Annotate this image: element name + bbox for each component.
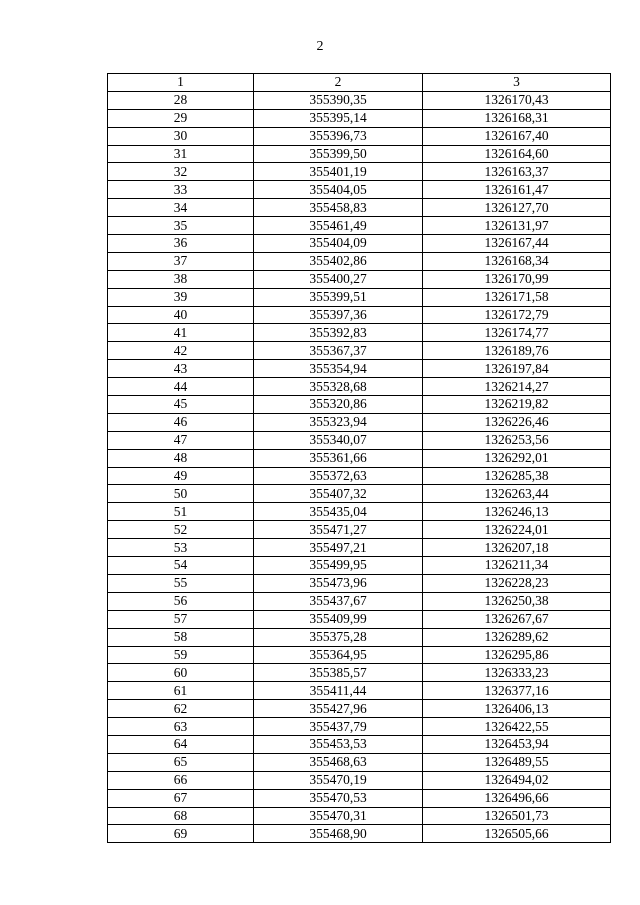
- cell-y-coordinate: 1326219,82: [423, 396, 611, 414]
- cell-y-coordinate: 1326422,55: [423, 718, 611, 736]
- table-row: [108, 467, 611, 485]
- table-row: [108, 145, 611, 163]
- cell-y-coordinate: 1326214,27: [423, 378, 611, 396]
- cell-point-number: 35: [108, 217, 254, 235]
- table-row: [108, 360, 611, 378]
- cell-point-number: 28: [108, 91, 254, 109]
- cell-y-coordinate: 1326174,77: [423, 324, 611, 342]
- table-row: [108, 449, 611, 467]
- table-row: [108, 628, 611, 646]
- cell-x-coordinate: 355396,73: [254, 127, 423, 145]
- cell-y-coordinate: 1326131,97: [423, 217, 611, 235]
- cell-y-coordinate: 1326189,76: [423, 342, 611, 360]
- cell-point-number: 68: [108, 807, 254, 825]
- cell-x-coordinate: 355499,95: [254, 557, 423, 575]
- cell-point-number: 52: [108, 521, 254, 539]
- cell-x-coordinate: 355364,95: [254, 646, 423, 664]
- cell-x-coordinate: 355404,09: [254, 235, 423, 253]
- table-row: [108, 235, 611, 253]
- table-row: [108, 574, 611, 592]
- cell-x-coordinate: 355372,63: [254, 467, 423, 485]
- table-row: [108, 771, 611, 789]
- cell-y-coordinate: 1326167,40: [423, 127, 611, 145]
- cell-x-coordinate: 355470,31: [254, 807, 423, 825]
- table-row: [108, 270, 611, 288]
- cell-x-coordinate: 355323,94: [254, 413, 423, 431]
- cell-point-number: 32: [108, 163, 254, 181]
- cell-point-number: 62: [108, 700, 254, 718]
- table-row: [108, 592, 611, 610]
- table-row: [108, 252, 611, 270]
- cell-x-coordinate: 355437,79: [254, 718, 423, 736]
- table-row: [108, 431, 611, 449]
- cell-y-coordinate: 1326494,02: [423, 771, 611, 789]
- column-header-y: 3: [423, 74, 611, 92]
- cell-y-coordinate: 1326377,16: [423, 682, 611, 700]
- cell-y-coordinate: 1326496,66: [423, 789, 611, 807]
- cell-x-coordinate: 355435,04: [254, 503, 423, 521]
- cell-x-coordinate: 355468,90: [254, 825, 423, 843]
- table-row: [108, 539, 611, 557]
- cell-point-number: 55: [108, 574, 254, 592]
- cell-x-coordinate: 355409,99: [254, 610, 423, 628]
- cell-point-number: 47: [108, 431, 254, 449]
- column-header-x: 2: [254, 74, 423, 92]
- cell-point-number: 65: [108, 753, 254, 771]
- cell-x-coordinate: 355407,32: [254, 485, 423, 503]
- cell-x-coordinate: 355354,94: [254, 360, 423, 378]
- cell-x-coordinate: 355361,66: [254, 449, 423, 467]
- cell-point-number: 39: [108, 288, 254, 306]
- cell-point-number: 59: [108, 646, 254, 664]
- table-row: [108, 825, 611, 843]
- cell-point-number: 60: [108, 664, 254, 682]
- cell-y-coordinate: 1326505,66: [423, 825, 611, 843]
- cell-y-coordinate: 1326285,38: [423, 467, 611, 485]
- cell-y-coordinate: 1326167,44: [423, 235, 611, 253]
- cell-x-coordinate: 355340,07: [254, 431, 423, 449]
- cell-point-number: 58: [108, 628, 254, 646]
- cell-x-coordinate: 355470,53: [254, 789, 423, 807]
- table-row: [108, 163, 611, 181]
- cell-y-coordinate: 1326127,70: [423, 199, 611, 217]
- table-row: [108, 646, 611, 664]
- cell-point-number: 34: [108, 199, 254, 217]
- cell-x-coordinate: 355385,57: [254, 664, 423, 682]
- cell-y-coordinate: 1326406,13: [423, 700, 611, 718]
- cell-y-coordinate: 1326172,79: [423, 306, 611, 324]
- cell-x-coordinate: 355400,27: [254, 270, 423, 288]
- cell-x-coordinate: 355395,14: [254, 109, 423, 127]
- cell-x-coordinate: 355470,19: [254, 771, 423, 789]
- cell-x-coordinate: 355473,96: [254, 574, 423, 592]
- cell-y-coordinate: 1326211,34: [423, 557, 611, 575]
- table-row: [108, 503, 611, 521]
- table-row: [108, 324, 611, 342]
- table-row: [108, 753, 611, 771]
- cell-x-coordinate: 355375,28: [254, 628, 423, 646]
- cell-point-number: 46: [108, 413, 254, 431]
- cell-y-coordinate: 1326163,37: [423, 163, 611, 181]
- table-row: [108, 109, 611, 127]
- cell-y-coordinate: 1326170,99: [423, 270, 611, 288]
- cell-y-coordinate: 1326253,56: [423, 431, 611, 449]
- cell-point-number: 69: [108, 825, 254, 843]
- cell-x-coordinate: 355392,83: [254, 324, 423, 342]
- cell-y-coordinate: 1326453,94: [423, 735, 611, 753]
- cell-y-coordinate: 1326267,67: [423, 610, 611, 628]
- cell-x-coordinate: 355401,19: [254, 163, 423, 181]
- cell-y-coordinate: 1326246,13: [423, 503, 611, 521]
- table-body: [108, 91, 611, 842]
- table-row: [108, 664, 611, 682]
- cell-x-coordinate: 355399,51: [254, 288, 423, 306]
- cell-point-number: 31: [108, 145, 254, 163]
- cell-x-coordinate: 355437,67: [254, 592, 423, 610]
- cell-point-number: 50: [108, 485, 254, 503]
- cell-y-coordinate: 1326168,31: [423, 109, 611, 127]
- table-row: [108, 718, 611, 736]
- cell-y-coordinate: 1326263,44: [423, 485, 611, 503]
- table-row: [108, 127, 611, 145]
- cell-x-coordinate: 355320,86: [254, 396, 423, 414]
- cell-y-coordinate: 1326292,01: [423, 449, 611, 467]
- cell-point-number: 44: [108, 378, 254, 396]
- table-row: [108, 521, 611, 539]
- cell-x-coordinate: 355453,53: [254, 735, 423, 753]
- cell-y-coordinate: 1326170,43: [423, 91, 611, 109]
- cell-point-number: 45: [108, 396, 254, 414]
- cell-point-number: 66: [108, 771, 254, 789]
- table-row: [108, 557, 611, 575]
- table-row: [108, 288, 611, 306]
- cell-y-coordinate: 1326489,55: [423, 753, 611, 771]
- cell-point-number: 42: [108, 342, 254, 360]
- column-header-point: 1: [108, 74, 254, 92]
- cell-y-coordinate: 1326295,86: [423, 646, 611, 664]
- cell-y-coordinate: 1326224,01: [423, 521, 611, 539]
- table-row: [108, 181, 611, 199]
- cell-point-number: 53: [108, 539, 254, 557]
- coordinates-table: [107, 73, 611, 843]
- cell-x-coordinate: 355411,44: [254, 682, 423, 700]
- cell-x-coordinate: 355404,05: [254, 181, 423, 199]
- cell-x-coordinate: 355367,37: [254, 342, 423, 360]
- table-row: [108, 485, 611, 503]
- cell-y-coordinate: 1326168,34: [423, 252, 611, 270]
- cell-x-coordinate: 355458,83: [254, 199, 423, 217]
- table-row: [108, 789, 611, 807]
- cell-point-number: 61: [108, 682, 254, 700]
- cell-y-coordinate: 1326164,60: [423, 145, 611, 163]
- cell-point-number: 38: [108, 270, 254, 288]
- cell-point-number: 49: [108, 467, 254, 485]
- cell-point-number: 43: [108, 360, 254, 378]
- cell-y-coordinate: 1326171,58: [423, 288, 611, 306]
- table-row: [108, 610, 611, 628]
- table-row: [108, 91, 611, 109]
- cell-x-coordinate: 355461,49: [254, 217, 423, 235]
- cell-point-number: 37: [108, 252, 254, 270]
- cell-point-number: 56: [108, 592, 254, 610]
- cell-x-coordinate: 355399,50: [254, 145, 423, 163]
- cell-x-coordinate: 355497,21: [254, 539, 423, 557]
- cell-y-coordinate: 1326226,46: [423, 413, 611, 431]
- cell-x-coordinate: 355328,68: [254, 378, 423, 396]
- cell-point-number: 36: [108, 235, 254, 253]
- table-row: [108, 342, 611, 360]
- cell-y-coordinate: 1326161,47: [423, 181, 611, 199]
- cell-y-coordinate: 1326197,84: [423, 360, 611, 378]
- cell-point-number: 30: [108, 127, 254, 145]
- cell-y-coordinate: 1326207,18: [423, 539, 611, 557]
- cell-x-coordinate: 355402,86: [254, 252, 423, 270]
- cell-point-number: 67: [108, 789, 254, 807]
- table-row: [108, 682, 611, 700]
- page-number: 2: [316, 39, 324, 54]
- cell-point-number: 29: [108, 109, 254, 127]
- table-row: [108, 700, 611, 718]
- table-row: [108, 396, 611, 414]
- table-row: [108, 378, 611, 396]
- table-header-row: [108, 74, 611, 92]
- cell-point-number: 33: [108, 181, 254, 199]
- table-row: [108, 199, 611, 217]
- cell-y-coordinate: 1326228,23: [423, 574, 611, 592]
- cell-x-coordinate: 355468,63: [254, 753, 423, 771]
- table-row: [108, 413, 611, 431]
- table-row: [108, 807, 611, 825]
- table-row: [108, 217, 611, 235]
- cell-y-coordinate: 1326250,38: [423, 592, 611, 610]
- cell-point-number: 64: [108, 735, 254, 753]
- cell-y-coordinate: 1326289,62: [423, 628, 611, 646]
- cell-x-coordinate: 355390,35: [254, 91, 423, 109]
- cell-x-coordinate: 355471,27: [254, 521, 423, 539]
- cell-point-number: 51: [108, 503, 254, 521]
- cell-point-number: 48: [108, 449, 254, 467]
- table-row: [108, 306, 611, 324]
- cell-point-number: 54: [108, 557, 254, 575]
- cell-x-coordinate: 355427,96: [254, 700, 423, 718]
- cell-point-number: 63: [108, 718, 254, 736]
- cell-point-number: 40: [108, 306, 254, 324]
- cell-y-coordinate: 1326501,73: [423, 807, 611, 825]
- cell-y-coordinate: 1326333,23: [423, 664, 611, 682]
- cell-point-number: 57: [108, 610, 254, 628]
- table-row: [108, 735, 611, 753]
- cell-x-coordinate: 355397,36: [254, 306, 423, 324]
- cell-point-number: 41: [108, 324, 254, 342]
